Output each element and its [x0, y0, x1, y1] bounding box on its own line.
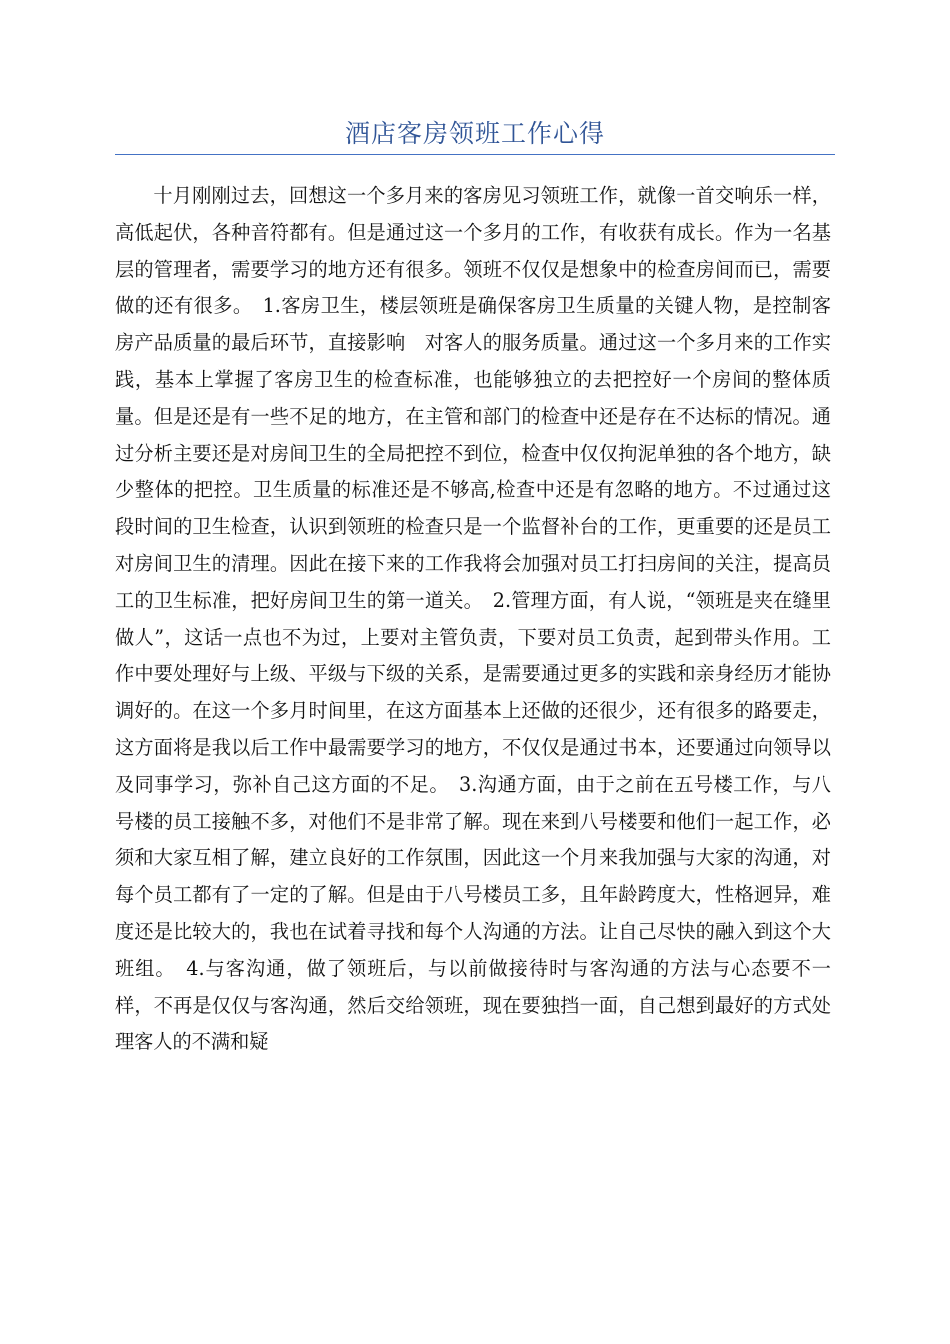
body-paragraph: 十月刚刚过去，回想这一个多月来的客房见习领班工作，就像一首交响乐一样，高低起伏，各种音符都有。但是通过这一个多月的工作，有收获有成长。作为一名基层的管理者，需要学习的地方还有很多。领班不仅仅是想象中的检查房间而已，需要做的还有很多。 1.客房卫生，楼层领班是确保客房卫生质量的关键人物，是控制客房产品质量的最后环节，直接影响 对客人的服务质量。通过这一个多月来的工作实践，基本上掌握了客房卫生的检查标准，也能够独立的去把控好一个房间的整体质量。但是还是有一些不足的地方，在主管和部门的检查中还是存在不达标的情况。通过分析主要还是对房间卫生的全局把控不到位，检查中仅仅拘泥单独的各个地方，缺少整体的把控。卫生质量的标准还是不够高,检查中还是有忽略的地方。不过通过这段时间的卫生检查，认识到领班的检查只是一个监督补台的工作，更重要的还是员工对房间卫生的清理。因此在接下来的工作我将会加强对员工打扫房间的关注，提高员工的卫生标准，把好房间卫生的第一道关。 2.管理方面，有人说，“领班是夹在缝里做人”，这话一点也不为过，上要对主管负责，下要对员工负责，起到带头作用。工作中要处理好与上级、平级与下级的关系，是需要通过更多的实践和亲身经历才能协调好的。在这一个多月时间里，在这方面基本上还做的还很少，还有很多的路要走，这方面将是我以后工作中最需要学习的地方，不仅仅是通过书本，还要通过向领导以及同事学习，弥补自己这方面的不足。 3.沟通方面，由于之前在五号楼工作，与八号楼的员工接触不多，对他们不是非常了解。现在来到八号楼要和他们一起工作，必须和大家互相了解，建立良好的工作氛围，因此这一个月来我加强与大家的沟通，对每个员工都有了一定的了解。但是由于八号楼员工多，且年龄跨度大，性格迥异，难度还是比较大的，我也在试着寻找和每个人沟通的方法。让自己尽快的融入到这个大班组。 4.与客沟通，做了领班后，与以前做接待时与客沟通的方法与心态要不一样，不再是仅仅与客沟通，然后交给领班，现在要独挡一面，自己想到最好的方式处理客人的不满和疑: [115, 184, 831, 1054]
document-title: 酒店客房领班工作心得: [344, 119, 605, 148]
title-underline: [115, 154, 835, 155]
